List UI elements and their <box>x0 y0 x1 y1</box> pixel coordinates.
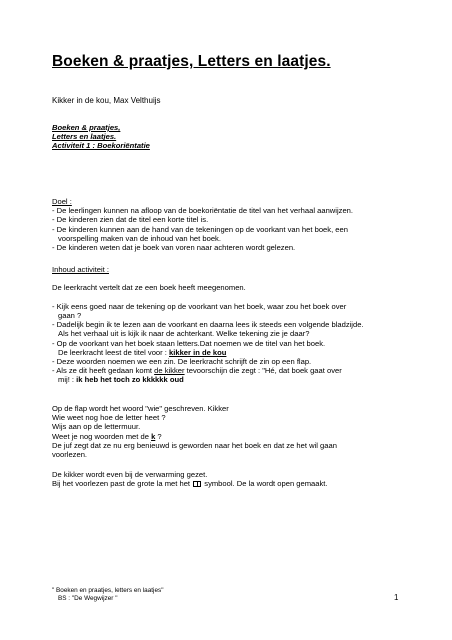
flap-line-3: Wijs aan op de lettermuur. <box>52 422 141 432</box>
doel-label: Doel : <box>52 197 72 206</box>
flap-line-4-post: ? <box>155 431 162 441</box>
footer-line-2: BS : "De Wegwijzer " <box>58 594 118 602</box>
closing-line-1: De kikker wordt even bij de verwarming gezet. <box>52 470 208 479</box>
inhoud-p5b <box>52 375 364 384</box>
activity-heading <box>52 123 150 151</box>
closing-line-2 <box>52 479 328 488</box>
flap-line-4 <box>52 432 337 441</box>
doel-item-4: - De kinderen weten dat je boek van voren naar achteren wordt gelezen. <box>52 243 296 253</box>
footer-line-1: " Boeken en praatjes, letters en laatjes" <box>52 587 164 594</box>
page-footer <box>52 587 163 602</box>
doel-item-2: - De kinderen zien dat de titel een korte titel is. <box>52 215 209 225</box>
book-title-highlight: kikker in de kou <box>169 347 227 357</box>
doel-item-3: - De kinderen kunnen aan de hand van de tekeningen op de voorkant van het boek, een <box>52 224 348 234</box>
inhoud-p1a: - Kijk eens goed naar de tekening op de voorkant van het boek, waar zou het boek over <box>52 301 347 311</box>
inhoud-p5a <box>52 366 364 375</box>
closing-line-2-post: symbool. De la wordt open gemaakt. <box>202 479 328 489</box>
inhoud-p2a: - Dadelijk begin ik te lezen aan de voorkant en daarna lees ik steeds een volgende bladzijde. <box>52 320 364 330</box>
heading-line-3: Activiteit 1 : Boekoriëntatie <box>52 141 150 151</box>
page-number: 1 <box>394 593 399 602</box>
inhoud-p1b: gaan ? <box>58 311 82 321</box>
doel-section <box>52 197 353 252</box>
closing-line-2-text: Bij het voorlezen past de grote la met het <box>52 479 193 489</box>
inhoud-p2b: Als het verhaal uit is kijk ik naar de achterkant. Welke tekening zie je daar? <box>58 329 310 339</box>
inhoud-label: Inhoud activiteit : <box>52 265 109 274</box>
inhoud-p3b <box>52 348 364 357</box>
inhoud-p5a-post: tevoorschijn die zegt : "Hé, dat boek gaat over <box>184 366 342 376</box>
doel-item-3-cont: voorspelling maken van de inhoud van het boek. <box>58 233 221 243</box>
inhoud-p3b-text: De leerkracht leest de titel voor : <box>58 347 170 357</box>
flap-line-1: Op de flap wordt het woord "wie" geschreven. Kikker <box>52 404 229 413</box>
doel-item-1: - De leerlingen kunnen na afloop van de boekoriëntatie de titel van het verhaal aanwijzen. <box>52 206 353 216</box>
kikker-quote: ik heb het toch zo kkkkkk oud <box>76 375 184 385</box>
kikker-underlined: de kikker <box>154 366 185 376</box>
heading-line-1: Boeken & praatjes, <box>52 123 121 132</box>
document-title: Boeken & praatjes, Letters en laatjes. <box>52 53 331 70</box>
flap-line-2: Wie weet nog hoe de letter heet ? <box>52 413 166 423</box>
inhoud-p4: - Deze woorden noemen we een zin. De leerkracht schrijft de zin op een flap. <box>52 357 312 367</box>
inhoud-section <box>52 265 364 385</box>
flap-line-4-text: Weet je nog woorden met de <box>52 431 152 441</box>
flap-section <box>52 404 337 459</box>
flap-line-6: voorlezen. <box>52 450 88 460</box>
book-icon <box>193 481 201 487</box>
inhoud-p5b-text: mij! : <box>58 375 77 385</box>
document-subtitle: Kikker in de kou, Max Velthuijs <box>52 96 161 105</box>
inhoud-p3a: - Op de voorkant van het boek staan letters.Dat noemen we de titel van het boek. <box>52 338 326 348</box>
heading-line-2: Letters en laatjes. <box>52 132 117 142</box>
inhoud-intro: De leerkracht vertelt dat ze een boek heeft meegenomen. <box>52 283 246 293</box>
inhoud-p5a-text: - Als ze dit heeft gedaan komt <box>52 366 155 376</box>
letter-k: k <box>151 431 156 441</box>
closing-section <box>52 470 328 488</box>
flap-line-5: De juf zegt dat ze nu erg benieuwd is geworden naar het boek en dat ze het wil gaan <box>52 440 337 450</box>
